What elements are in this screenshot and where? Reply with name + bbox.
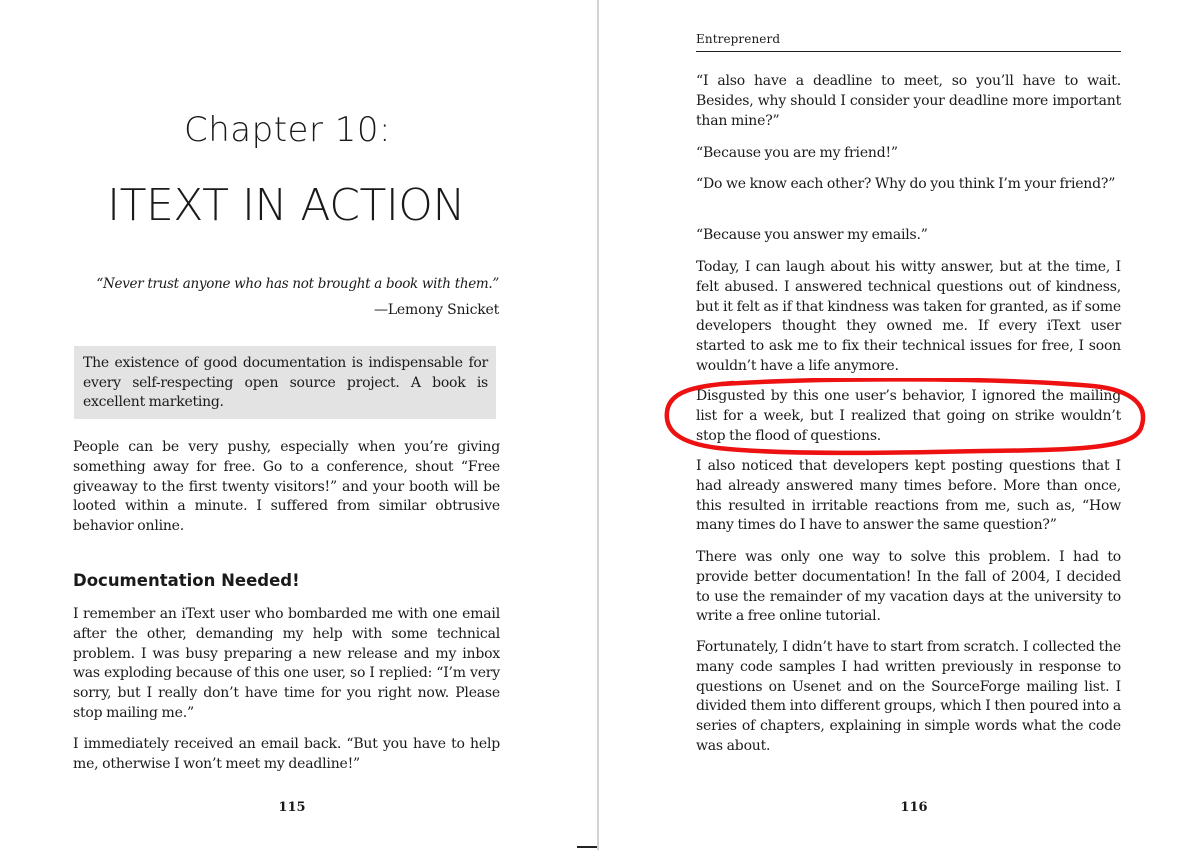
paragraph: Today, I can laugh about his witty answer, but at the time, I felt abused. I answered technical questions out of kindness, but it felt as if that kindness was taken for granted, as if some developers thought they owned me. If every iText user started to ask me to fix their technical issues for free, I soon wouldn’t have a life anymore. — [696, 259, 1121, 374]
section-heading: Documentation Needed! — [73, 571, 300, 590]
paragraph: I also noticed that developers kept posting questions that I had already answered many times before. More than once, this resulted in irritable reactions from me, such as, “How many times do I have to answer the same question?” — [696, 458, 1121, 534]
paragraph: “Do we know each other? Why do you think I’m your friend?” — [696, 176, 1116, 192]
right-page — [599, 0, 1201, 850]
chapter-title: ITEXT IN ACTION — [107, 180, 465, 231]
highlighted-paragraph: Disgusted by this one user’s behavior, I ignored the mailing list for a week, but I realized that going on strike wouldn’t stop the flood of questions. — [696, 388, 1121, 444]
spine-mark — [577, 846, 597, 848]
page-number: 116 — [900, 800, 928, 815]
paragraph: There was only one way to solve this problem. I had to provide better documentation! In the fall of 2004, I decided to use the remainder of my vacation days at the university to write a free online tutorial. — [696, 549, 1121, 625]
running-header: Entreprenerd — [696, 32, 1121, 52]
callout-box — [74, 346, 496, 419]
callout-text: The existence of good documentation is indispensable for every self-respecting open source project. A book is excellent marketing. — [83, 355, 488, 410]
page-number: 115 — [278, 800, 306, 815]
paragraph: I immediately received an email back. “But you have to help me, otherwise I won’t meet my deadline!” — [73, 736, 500, 772]
left-page — [0, 0, 597, 850]
paragraph: People can be very pushy, especially when you’re giving something away for free. Go to a conference, shout “Free giveaway to the first twenty visitors!” and your booth will be looted within a minute. I suffered from similar obtrusive behavior online. — [73, 439, 500, 535]
paragraph: Fortunately, I didn’t have to start from scratch. I collected the many code samples I had written previously in response to questions on Usenet and on the SourceForge mailing list. I divided them into different groups, which I then poured into a series of chapters, explaining in simple words what the code was about. — [696, 639, 1121, 754]
paragraph: “I also have a deadline to meet, so you’ll have to wait. Besides, why should I consider your deadline more important than mine?” — [696, 73, 1121, 129]
epigraph-quote: “Never trust anyone who has not brought a book with them.” — [96, 276, 499, 292]
paragraph: I remember an iText user who bombarded me with one email after the other, demanding my help with some technical problem. I was busy preparing a new release and my inbox was exploding because of this one user, so I replied: “I’m very sorry, but I really don’t have time for you right now. Please stop mailing me.” — [73, 606, 500, 721]
chapter-number: Chapter 10: — [184, 110, 391, 150]
epigraph-author: —Lemony Snicket — [374, 302, 499, 318]
paragraph: “Because you answer my emails.” — [696, 227, 928, 243]
paragraph: “Because you are my friend!” — [696, 145, 898, 161]
